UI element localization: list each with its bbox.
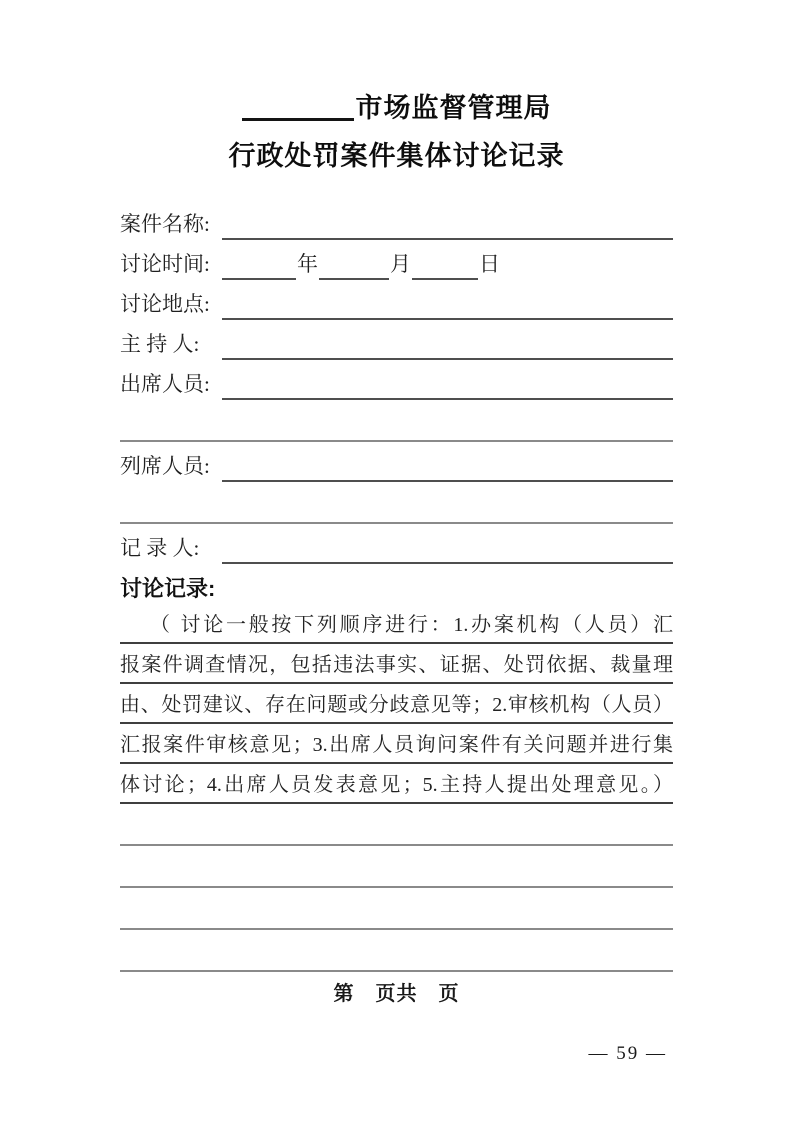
discussion-procedure-note <box>120 604 673 804</box>
observers-blank-line <box>222 449 673 482</box>
field-row-attendees <box>120 360 673 400</box>
discussion-record-heading: 讨论记录: <box>120 576 216 601</box>
note-line-3: 由、处罚建议、存在问题或分歧意见等；2.审核机构（人员） <box>120 684 673 724</box>
field-row-discussion-time <box>120 240 673 280</box>
attendees-blank-line <box>222 367 673 400</box>
discussion-place-blank-line <box>222 287 673 320</box>
blank-ruled-line <box>120 804 673 846</box>
document-title-line2: 行政处罚案件集体讨论记录 <box>228 141 565 171</box>
recorder-blank-line <box>222 531 673 564</box>
page-counter-blank: 第 页共 页 <box>333 983 460 1005</box>
observers-continuation-line <box>120 482 673 524</box>
form-fields <box>120 200 673 604</box>
blank-ruled-line <box>120 846 673 888</box>
field-row-case-name <box>120 200 673 240</box>
day-unit-label: 日 <box>479 252 500 276</box>
record-blank-lines <box>120 804 673 972</box>
field-row-recorder <box>120 524 673 564</box>
host-blank-line <box>222 327 673 360</box>
document-title-line1 <box>120 88 673 128</box>
field-row-observers <box>120 442 673 482</box>
document-content <box>120 0 673 1066</box>
month-unit-label: 月 <box>390 252 411 276</box>
attendees-continuation-line <box>120 400 673 442</box>
page-number: — 59 — <box>588 1043 667 1064</box>
case-name-label: 案件名称: <box>120 212 210 236</box>
note-line-1: （ 讨论一般按下列顺序进行：1.办案机构（人员）汇 <box>120 604 673 644</box>
host-label: 主 持 人: <box>120 332 200 356</box>
note-line-5: 体讨论；4.出席人员发表意见；5.主持人提出处理意见。） <box>120 764 673 804</box>
day-blank-line <box>412 247 478 280</box>
field-row-discussion-place <box>120 280 673 320</box>
title-blank-underline <box>242 118 354 121</box>
blank-ruled-line <box>120 930 673 972</box>
recorder-label: 记 录 人: <box>120 536 200 560</box>
blank-ruled-line <box>120 888 673 930</box>
case-name-blank-line <box>222 207 673 240</box>
discussion-place-label: 讨论地点: <box>120 292 210 316</box>
discussion-time-label: 讨论时间: <box>120 252 210 276</box>
observers-label: 列席人员: <box>120 454 210 478</box>
year-unit-label: 年 <box>297 252 318 276</box>
field-row-host <box>120 320 673 360</box>
title-text-agency: 市场监督管理局 <box>355 93 552 123</box>
note-line-4: 汇报案件审核意见；3.出席人员询问案件有关问题并进行集 <box>120 724 673 764</box>
note-line-2: 报案件调查情况，包括违法事实、证据、处罚依据、裁量理 <box>120 644 673 684</box>
attendees-label: 出席人员: <box>120 372 210 396</box>
month-blank-line <box>319 247 389 280</box>
discussion-record-heading-row <box>120 564 673 604</box>
year-blank-line <box>222 247 296 280</box>
